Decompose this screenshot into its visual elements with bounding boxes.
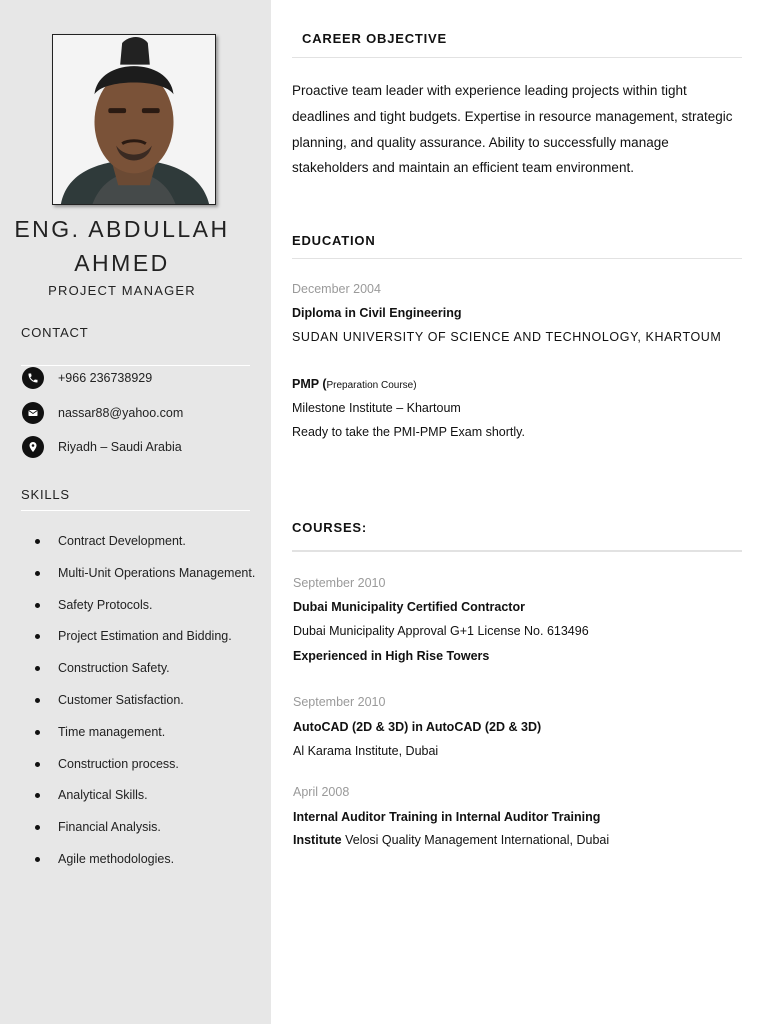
education-pmp-note: Preparation Course) [326, 380, 417, 391]
bullet-icon [35, 730, 40, 735]
course-detail: Velosi Quality Management International, Dubai [345, 833, 610, 847]
education-title: Diploma in Civil Engineering [292, 306, 462, 320]
skill-item: Agile methodologies. [32, 850, 255, 882]
skill-item: Multi-Unit Operations Management. [32, 564, 255, 596]
contact-location-text: Riyadh – Saudi Arabia [58, 440, 182, 454]
education-institution: SUDAN UNIVERSITY OF SCIENCE AND TECHNOLOGY, KHARTOUM [292, 330, 722, 344]
skill-item: Financial Analysis. [32, 818, 255, 850]
bullet-icon [35, 634, 40, 639]
education-divider [292, 258, 742, 259]
course-date: September 2010 [293, 695, 386, 709]
contact-phone[interactable] [22, 367, 152, 389]
education-heading: EDUCATION [292, 233, 376, 248]
course-title: AutoCAD (2D & 3D) in AutoCAD (2D & 3D) [293, 720, 542, 734]
contact-email-text: nassar88@yahoo.com [58, 406, 184, 420]
sidebar [0, 0, 271, 1024]
courses-heading: COURSES: [292, 520, 368, 535]
profile-portrait-image [53, 35, 215, 204]
skill-item: Construction process. [32, 755, 255, 787]
skill-item: Analytical Skills. [32, 786, 255, 818]
contact-location [22, 436, 182, 458]
course-detail-line [293, 833, 609, 847]
skill-item: Construction Safety. [32, 659, 255, 691]
career-objective-text: Proactive team leader with experience leading projects within tight deadlines and tight budgets. Expertise in resource management, strategic planning, and quality assurance. Ability to successfully manage stakeholders and maintain an efficient team environment. [292, 83, 733, 176]
career-objective-heading: CAREER OBJECTIVE [302, 31, 447, 46]
candidate-name-line1: ENG. ABDULLAH [14, 216, 230, 242]
bullet-icon [35, 666, 40, 671]
skill-item: Project Estimation and Bidding. [32, 627, 255, 659]
contact-heading: CONTACT [21, 325, 89, 340]
bullet-icon [35, 762, 40, 767]
course-extra: Experienced in High Rise Towers [293, 649, 490, 663]
candidate-name-line2: AHMED [74, 250, 170, 276]
bullet-icon [35, 825, 40, 830]
course-detail: Al Karama Institute, Dubai [293, 744, 439, 758]
skill-item: Contract Development. [32, 532, 255, 564]
location-icon [22, 436, 44, 458]
candidate-name [0, 212, 244, 280]
courses-divider [292, 550, 742, 552]
career-objective-divider [292, 57, 742, 58]
email-icon [22, 402, 44, 424]
bullet-icon [35, 603, 40, 608]
course-date: September 2010 [293, 576, 386, 590]
education-date: December 2004 [292, 282, 381, 296]
bullet-icon [35, 539, 40, 544]
contact-phone-text: +966 236738929 [58, 371, 153, 385]
education-pmp-institution: Milestone Institute – Khartoum [292, 401, 461, 415]
bullet-icon [35, 571, 40, 576]
candidate-role: PROJECT MANAGER [48, 283, 196, 298]
skills-divider [21, 510, 250, 511]
course-detail: Dubai Municipality Approval G+1 License No. 613496 [293, 624, 589, 638]
course-title: Internal Auditor Training in Internal Auditor Training [293, 810, 601, 824]
skills-list [32, 532, 255, 882]
phone-icon [22, 367, 44, 389]
skills-heading: SKILLS [21, 487, 70, 502]
course-date: April 2008 [293, 785, 350, 799]
contact-email[interactable] [22, 402, 183, 424]
bullet-icon [35, 698, 40, 703]
course-title-line2: Institute [293, 833, 342, 847]
profile-photo [52, 34, 216, 205]
course-title: Dubai Municipality Certified Contractor [293, 600, 525, 614]
education-pmp-title: PMP (Preparation Course) [292, 377, 417, 391]
skill-item: Customer Satisfaction. [32, 691, 255, 723]
skill-item: Time management. [32, 723, 255, 755]
bullet-icon [35, 793, 40, 798]
skill-item: Safety Protocols. [32, 596, 255, 628]
bullet-icon [35, 857, 40, 862]
contact-divider [21, 365, 250, 366]
education-pmp-note-text: Ready to take the PMI-PMP Exam shortly. [292, 425, 525, 439]
